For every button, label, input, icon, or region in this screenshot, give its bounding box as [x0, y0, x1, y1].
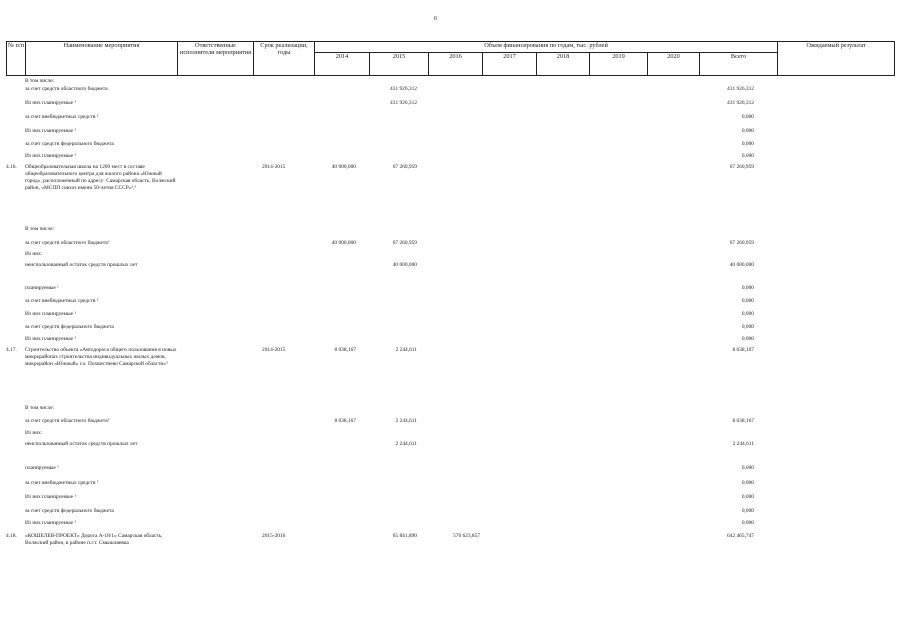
row-value-2015: 2 244,611	[395, 441, 417, 447]
row-value-total: 0,000	[741, 153, 754, 159]
row-value-2016: 576 623,857	[453, 533, 480, 539]
row-name: за счет внебюджетных средств ²	[25, 298, 99, 304]
row-name: «КОШЕЛЕВ-ПРОЕКТ» Дорога А-18/1» Самарская область, Волжский район, в районе п.г.т. Смышляевка	[25, 533, 163, 546]
row-name: за счет средств областного бюджета³	[25, 418, 110, 424]
row-name: Из них планируемые ¹	[25, 128, 76, 134]
row-value-2015: 431 926,312	[390, 86, 417, 92]
row-name: В том числе:	[25, 405, 55, 411]
row-name: Общеобразовательная школа на 1200 мест в составе общеобразовательного центра для жилого района «Южный город», расположенный по адресу: Самарская область, Волжский район, «МСПП совхоз имени 50-летия СССР»³,⁶	[25, 164, 176, 191]
row-name: за счет средств областного бюджета	[25, 86, 108, 92]
row-name: за счет средств областного бюджета³	[25, 240, 110, 246]
row-value-2014: 40 000,000	[331, 240, 356, 246]
row-name: Из них планируемые ¹	[25, 520, 76, 526]
row-value-2015: 65 841,890	[392, 533, 417, 539]
row-value-2014: 8 038,167	[334, 347, 356, 353]
header-result: Ожидаемый результат	[778, 42, 895, 76]
row-name: Из них планируемые ¹	[25, 336, 76, 342]
header-year: 2018	[537, 53, 590, 76]
row-value-total: 0,000	[741, 520, 754, 526]
header-responsible: Ответственные исполнители мероприятия	[178, 42, 254, 76]
row-value-total: 67 260,959	[729, 240, 754, 246]
header-year: 2017	[483, 53, 537, 76]
row-period: 2014-2015	[262, 347, 286, 353]
row-value-total: 0,000	[741, 298, 754, 304]
row-value-total: 2 244,611	[732, 441, 754, 447]
row-name: за счет внебюджетных средств ²	[25, 480, 99, 486]
row-value-total: 40 000,000	[729, 262, 754, 268]
row-name: планируемые ¹	[25, 285, 59, 291]
header-year: 2016	[429, 53, 483, 76]
row-value-2014: 40 000,000	[331, 164, 356, 170]
row-name: за счет внебюджетных средств ²	[25, 114, 99, 120]
row-value-2015: 2 244,611	[395, 418, 417, 424]
row-name: Из них:	[25, 430, 43, 436]
row-value-total: 0,000	[741, 508, 754, 514]
page-number: 6	[434, 16, 437, 22]
row-value-2015: 431 926,312	[390, 100, 417, 106]
header-term: Срок реализации, годы	[254, 42, 315, 76]
row-value-total: 67 260,959	[729, 164, 754, 170]
row-value-total: 0,000	[741, 128, 754, 134]
header-year-total: Всего	[700, 53, 778, 76]
row-name: за счет средств федерального бюджета	[25, 141, 114, 147]
row-name: В том числе:	[25, 78, 55, 84]
row-value-total: 431 926,312	[727, 86, 754, 92]
row-value-total: 431 926,312	[727, 100, 754, 106]
row-name: неиспользованный остаток средств прошлых лет	[25, 262, 138, 268]
row-name: Из них планируемые ¹	[25, 153, 76, 159]
row-name: Из них:	[25, 251, 43, 257]
row-value-total: 0,000	[741, 324, 754, 330]
row-period: 2014-2015	[262, 164, 286, 170]
row-value-total: 0,000	[741, 336, 754, 342]
row-number: 4.17.	[6, 347, 17, 353]
row-value-total: 8 038,167	[732, 347, 754, 353]
row-value-total: 0,000	[741, 480, 754, 486]
header-year: 2020	[648, 53, 700, 76]
row-name: планируемые ¹	[25, 465, 59, 471]
row-name: неиспользованный остаток средств прошлых лет	[25, 441, 138, 447]
row-value-total: 0,000	[741, 141, 754, 147]
row-value-2014: 8 038,167	[334, 418, 356, 424]
row-value-2015: 40 000,000	[392, 262, 417, 268]
row-value-total: 0,000	[741, 114, 754, 120]
row-value-total: 0,000	[741, 465, 754, 471]
row-number: 4.18.	[6, 533, 17, 539]
header-funding: Объем финансирования по годам, тыс. рублей	[315, 42, 778, 53]
row-period: 2015-2016	[262, 533, 286, 539]
row-value-total: 0,000	[741, 311, 754, 317]
header-year: 2014	[315, 53, 370, 76]
row-name: В том числе:	[25, 226, 55, 232]
header-num: № п/п	[7, 42, 26, 76]
row-value-2015: 2 244,611	[395, 347, 417, 353]
row-value-2015: 67 260,959	[392, 164, 417, 170]
row-name: Из них планируемые ¹	[25, 494, 76, 500]
row-name: за счет средств федерального бюджета	[25, 324, 114, 330]
row-value-total: 0,000	[741, 285, 754, 291]
row-number: 4.16.	[6, 164, 17, 170]
header-year: 2019	[590, 53, 648, 76]
row-name: за счет средств федерального бюджета	[25, 508, 114, 514]
row-name: Из них планируемые ¹	[25, 100, 76, 106]
row-name: Из них планируемые ¹	[25, 311, 76, 317]
header-year: 2015	[370, 53, 429, 76]
row-value-total: 642 465,747	[727, 533, 754, 539]
row-value-total: 0,000	[741, 494, 754, 500]
table-body	[6, 0, 896, 640]
row-value-2015: 67 260,959	[392, 240, 417, 246]
header-name: Наименование мероприятия	[26, 42, 178, 76]
row-name: Строительство объекта «Автодорога общего пользования в новых микрорайонах строительства индивидуальных жилых домов, микрорайон «Южный» г.о. Похвистнево Самарской области»³	[25, 347, 177, 367]
row-value-total: 8 038,167	[732, 418, 754, 424]
